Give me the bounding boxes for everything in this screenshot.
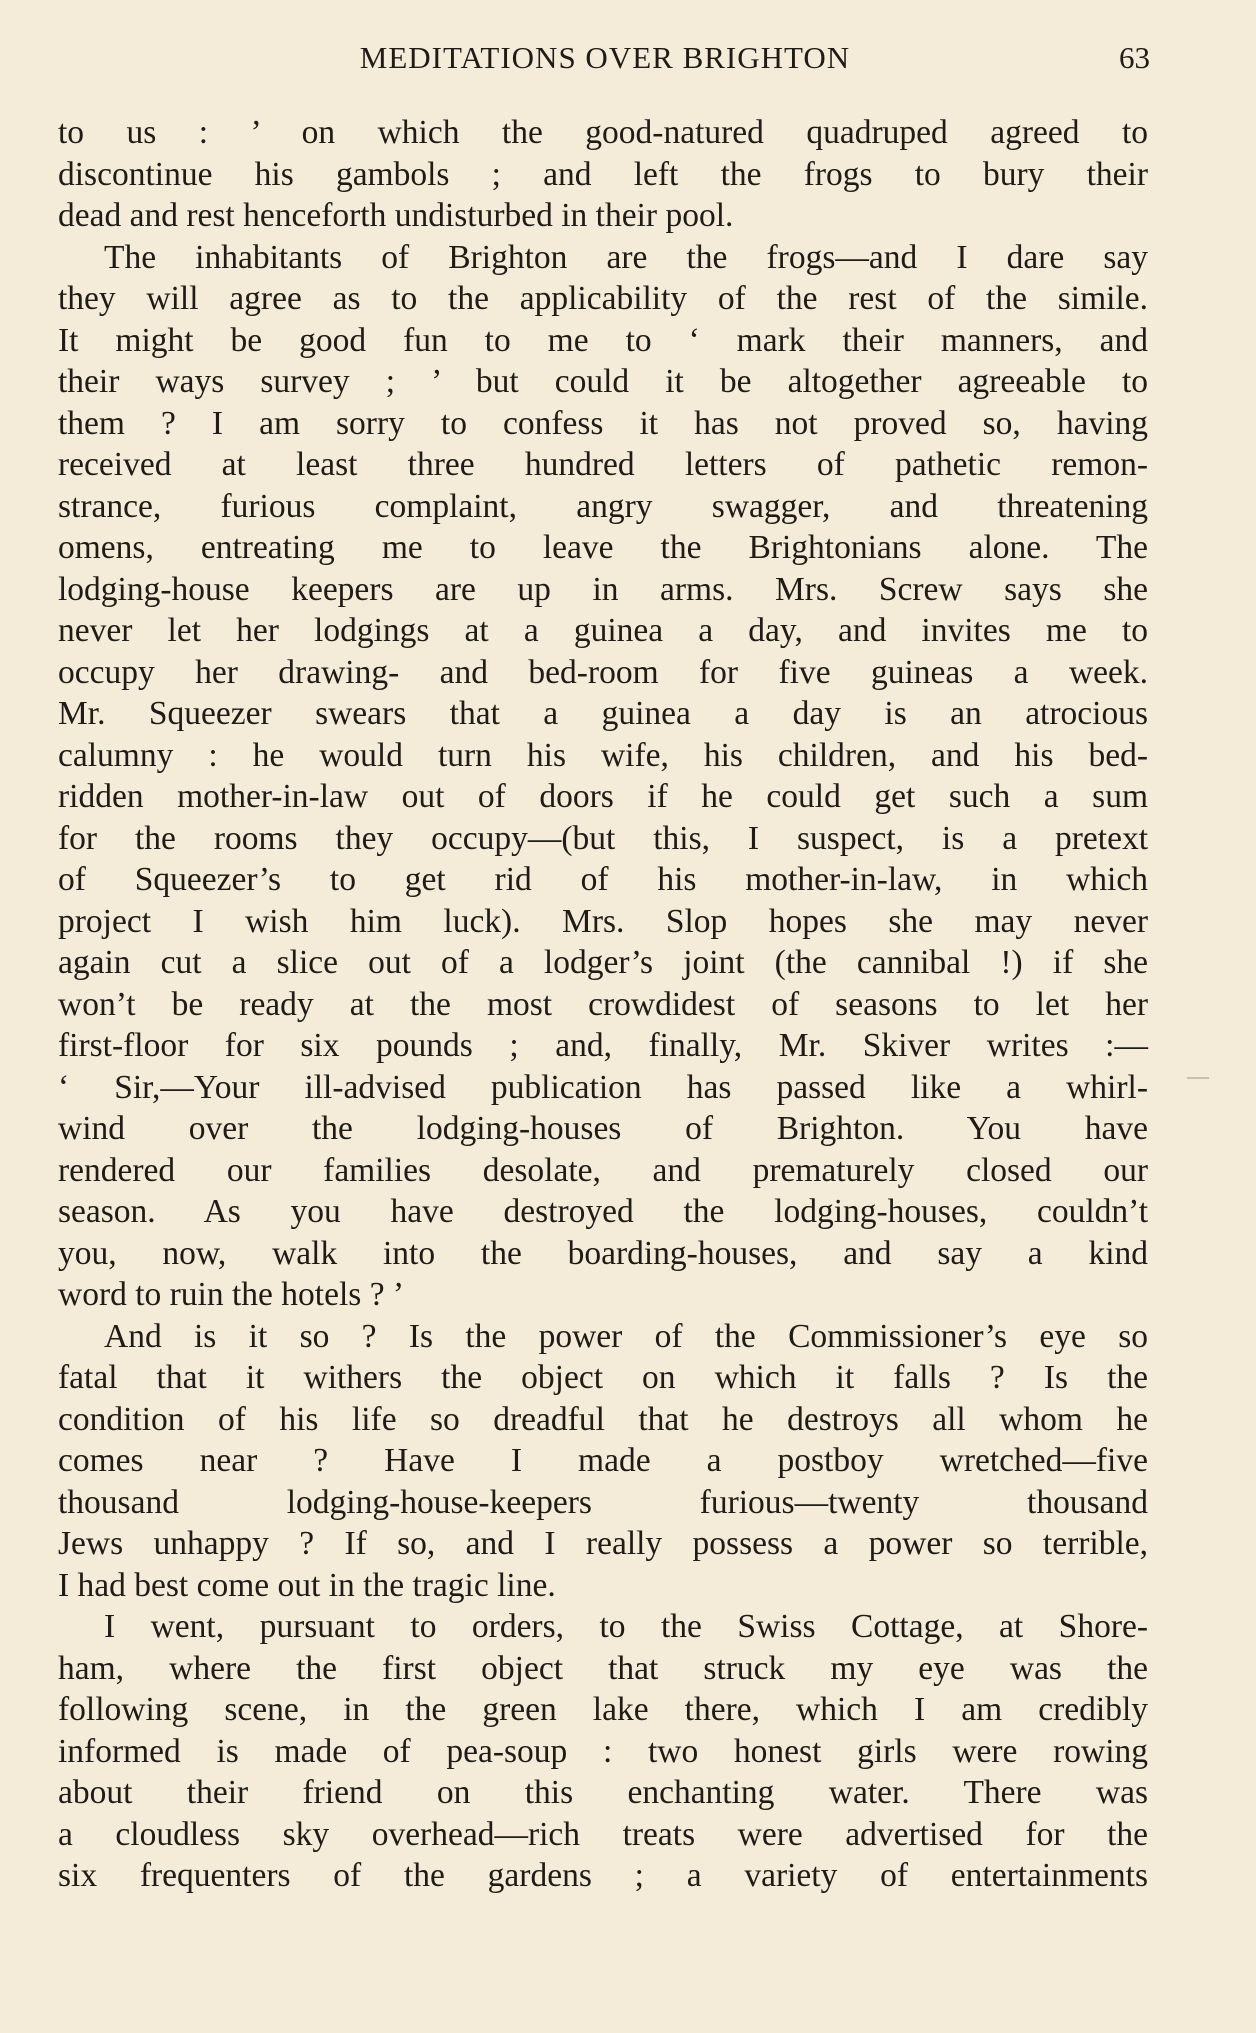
text-line: condition of his life so dreadful that he destroys all whom he — [58, 1400, 1148, 1438]
text-line: ridden mother-in-law out of doors if he could get such a sum — [58, 778, 1148, 815]
text-line: I had best come out in the tragic line. — [58, 1566, 556, 1604]
text-line: strance, furious complaint, angry swagger, and threatening — [58, 487, 1148, 525]
text-line: Mr. Squeezer swears that a guinea a day is an atrocious — [58, 695, 1148, 732]
text-line: dead and rest henceforth undisturbed in their pool. — [58, 197, 734, 234]
text-line: again cut a slice out of a lodger’s joint (the cannibal !) if she — [58, 944, 1148, 981]
body-text — [58, 112, 1148, 1897]
text-line: about their friend on this enchanting water. There was — [58, 1774, 1148, 1811]
text-line: ham, where the first object that struck my eye was the — [58, 1649, 1148, 1687]
text-line: six frequenters of the gardens ; a variety of entertainments — [58, 1857, 1148, 1894]
text-line: comes near ? Have I made a postboy wretched—five — [58, 1442, 1148, 1479]
text-line: to us : ’ on which the good-natured quadruped agreed to — [58, 114, 1148, 151]
text-line: first-floor for six pounds ; and, finally, Mr. Skiver writes :— — [58, 1027, 1148, 1064]
running-head — [60, 36, 1150, 80]
text-line: a cloudless sky overhead—rich treats were advertised for the — [58, 1815, 1148, 1853]
text-line: The inhabitants of Brighton are the frogs—and I dare say — [104, 238, 1148, 276]
text-line: won’t be ready at the most crowdidest of seasons to let her — [58, 985, 1148, 1023]
text-line: fatal that it withers the object on which it falls ? Is the — [58, 1359, 1148, 1396]
running-title: MEDITATIONS OVER BRIGHTON — [359, 40, 851, 75]
text-line: project I wish him luck). Mrs. Slop hopes she may never — [58, 902, 1148, 940]
margin-mark — [1187, 1077, 1209, 1079]
text-line: them ? I am sorry to confess it has not proved so, having — [58, 404, 1148, 442]
text-line: omens, entreating me to leave the Brightonians alone. The — [58, 529, 1148, 566]
text-line: following scene, in the green lake there, which I am credibly — [58, 1691, 1148, 1728]
text-line: And is it so ? Is the power of the Commissioner’s eye so — [104, 1317, 1148, 1355]
text-line: occupy her drawing- and bed-room for five guineas a week. — [58, 653, 1148, 691]
text-line: discontinue his gambols ; and left the frogs to bury their — [58, 155, 1148, 193]
text-line: they will agree as to the applicability of the rest of the simile. — [58, 280, 1148, 317]
text-line: rendered our families desolate, and prematurely closed our — [58, 1151, 1148, 1189]
text-line: calumny : he would turn his wife, his children, and his bed- — [58, 736, 1148, 774]
text-line: of Squeezer’s to get rid of his mother-in-law, in which — [58, 861, 1148, 898]
text-line: ‘ Sir,—Your ill-advised publication has passed like a whirl- — [58, 1068, 1148, 1106]
text-line: word to ruin the hotels ? ’ — [58, 1276, 405, 1313]
text-line: you, now, walk into the boarding-houses, and say a kind — [58, 1234, 1148, 1272]
text-line: thousand lodging-house-keepers furious—twenty thousand — [58, 1483, 1148, 1521]
text-line: never let her lodgings at a guinea a day, and invites me to — [58, 612, 1148, 649]
text-line: lodging-house keepers are up in arms. Mrs. Screw says she — [58, 570, 1148, 608]
text-line: wind over the lodging-houses of Brighton. You have — [58, 1110, 1148, 1147]
text-line: informed is made of pea-soup : two honest girls were rowing — [58, 1732, 1148, 1770]
page-number: 63 — [1119, 40, 1150, 75]
text-line: received at least three hundred letters of pathetic remon- — [58, 446, 1148, 483]
text-line: It might be good fun to me to ‘ mark their manners, and — [58, 321, 1148, 359]
text-line: Jews unhappy ? If so, and I really possess a power so terrible, — [58, 1525, 1148, 1562]
text-line: season. As you have destroyed the lodging-houses, couldn’t — [58, 1193, 1148, 1230]
text-line: for the rooms they occupy—(but this, I suspect, is a pretext — [58, 819, 1148, 857]
text-line: I went, pursuant to orders, to the Swiss Cottage, at Shore- — [104, 1608, 1148, 1645]
text-line: their ways survey ; ’ but could it be altogether agreeable to — [58, 363, 1148, 400]
